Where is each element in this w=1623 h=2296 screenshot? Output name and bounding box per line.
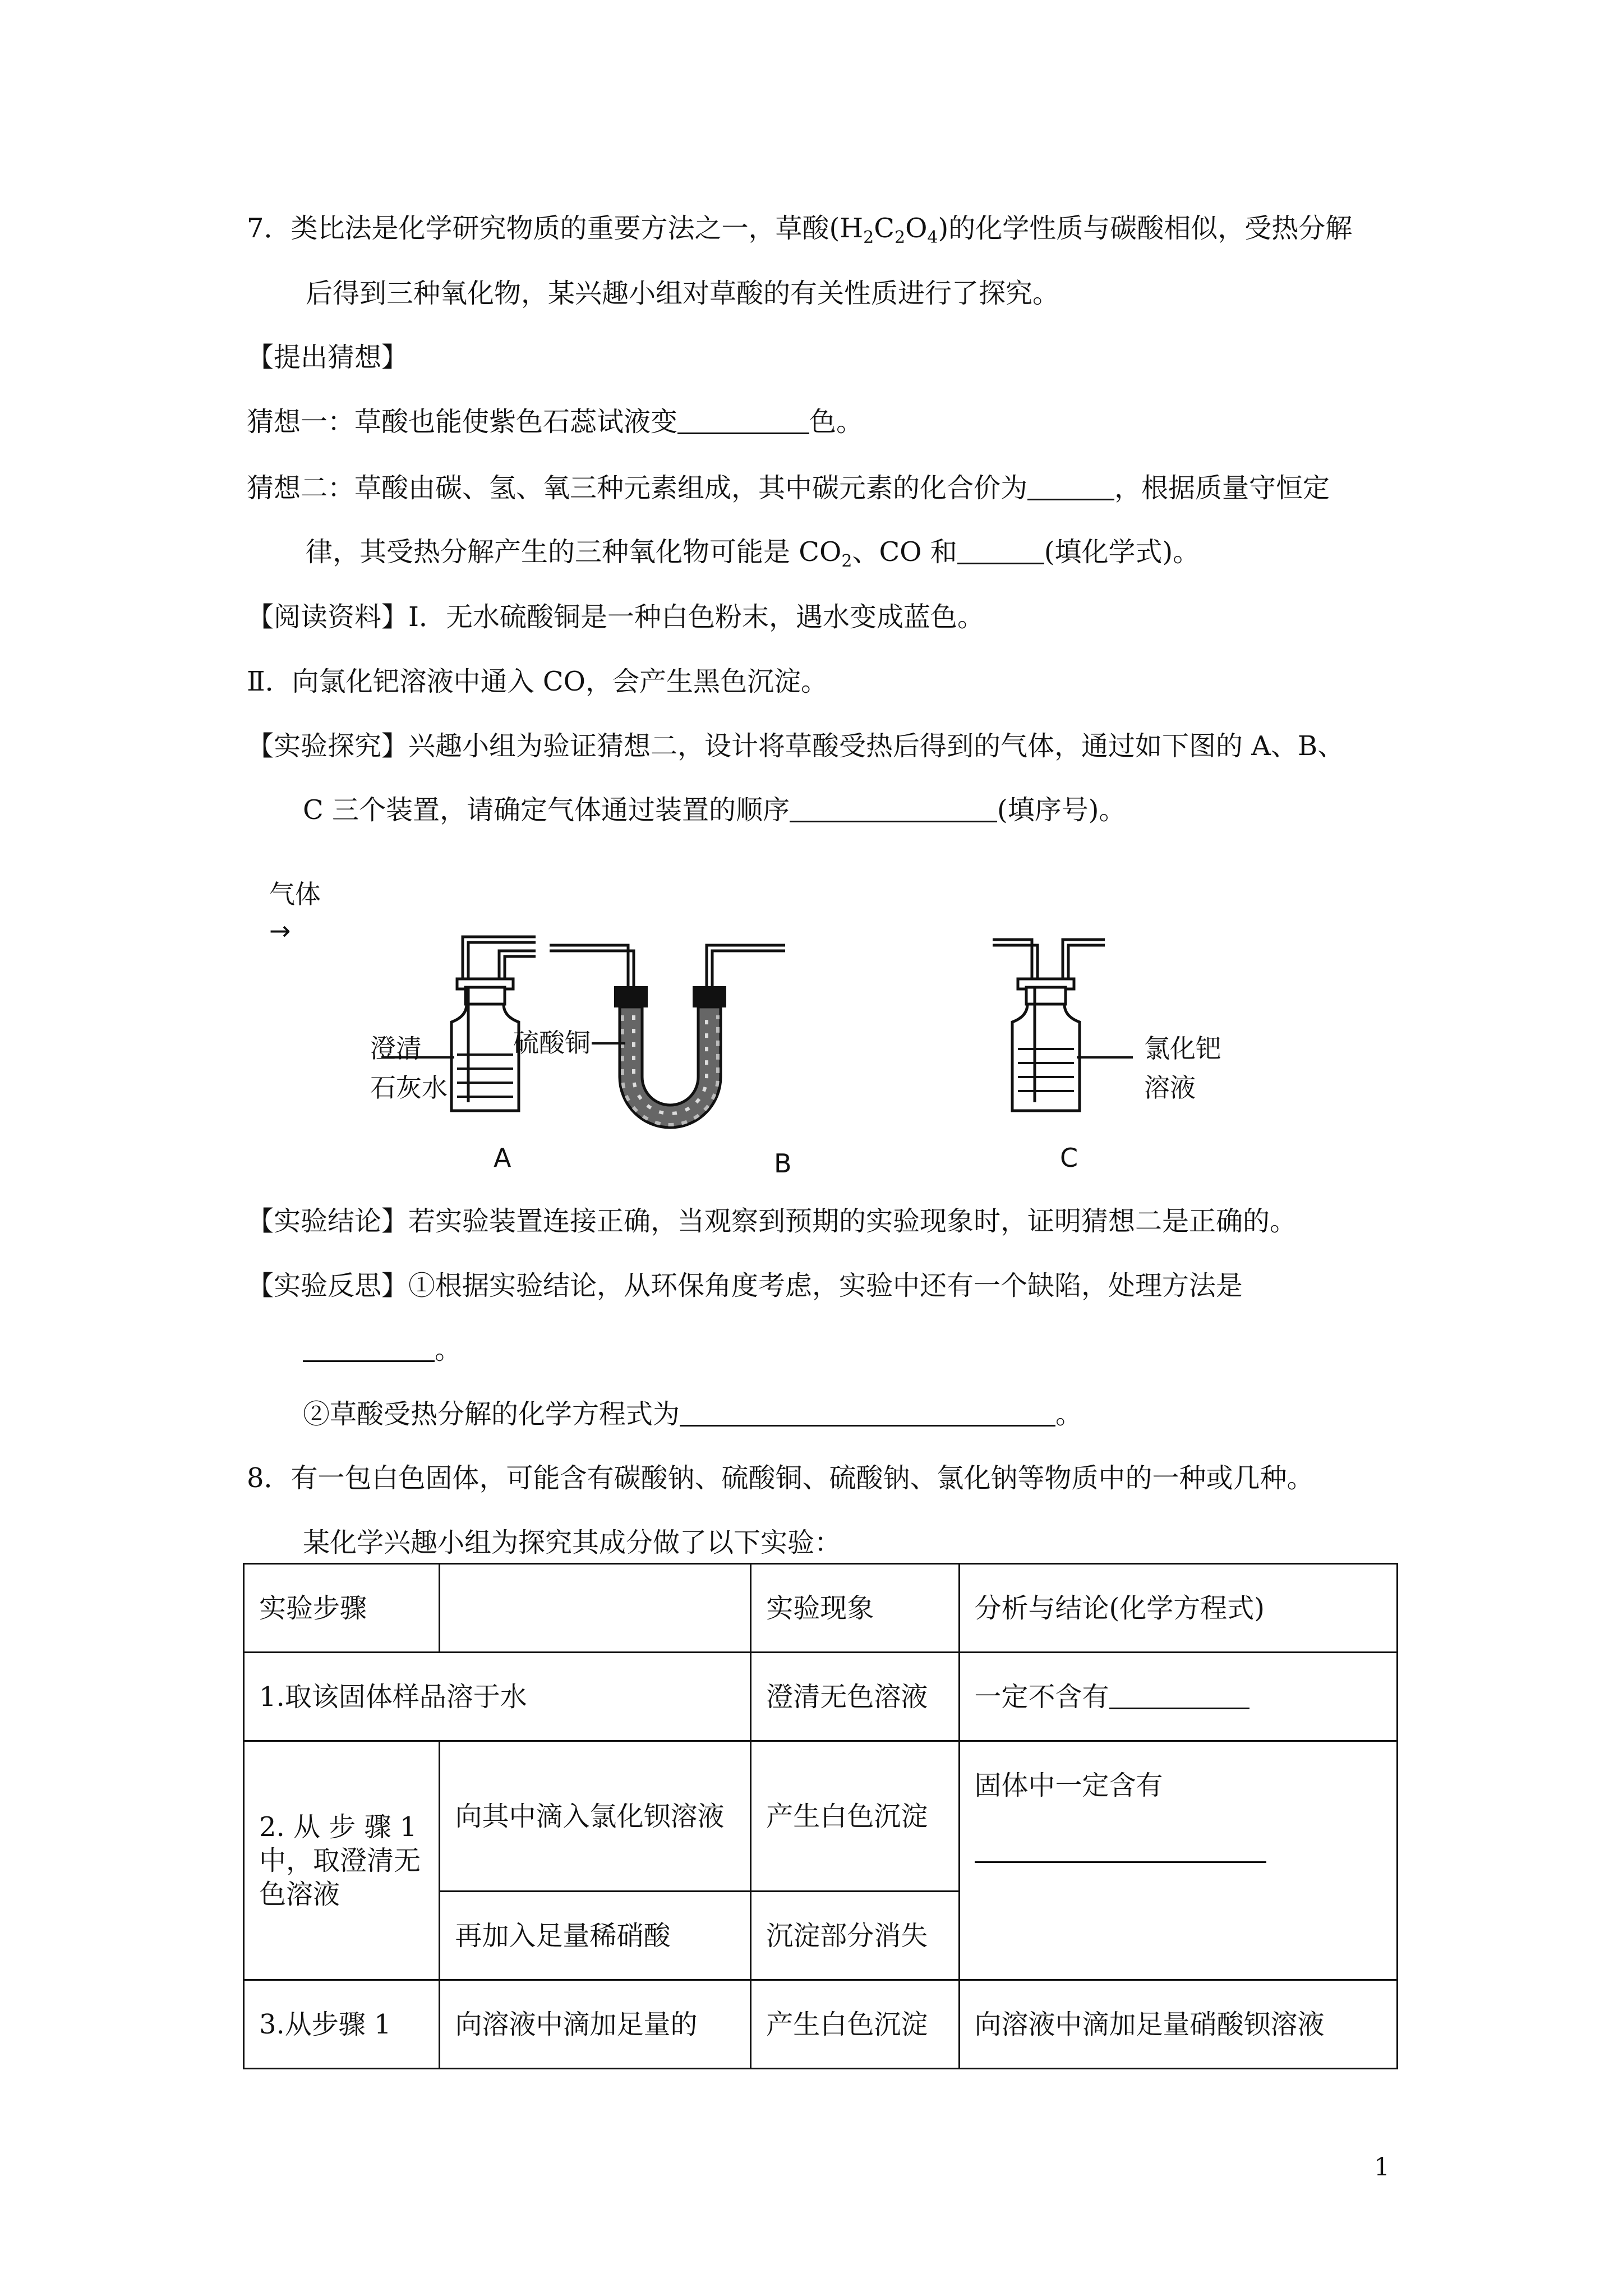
row1-analysis: 一定不含有 — [959, 1653, 1397, 1741]
header-phenomenon: 实验现象 — [751, 1564, 959, 1653]
q7-intro-line2: 后得到三种氧化物，某兴趣小组对草酸的有关性质进行了探究。 — [306, 278, 1060, 309]
label-copper-sulfate: 硫酸铜 — [513, 1028, 591, 1058]
answer-blank[interactable] — [790, 796, 997, 822]
row2a-operation: 向其中滴入氯化钡溶液 — [440, 1741, 751, 1892]
row2a-phenomenon: 产生白色沉淀 — [751, 1741, 959, 1892]
row3-operation: 向溶液中滴加足量的 — [440, 1980, 751, 2069]
reflect-line2: 。 — [303, 1333, 462, 1366]
table-row — [244, 1741, 1398, 1892]
explore-line2: C 三个装置，请确定气体通过装置的顺序 (填序号)。 — [303, 794, 1126, 826]
row3-step: 3.从步骤 1 — [244, 1980, 440, 2069]
row2-analysis: 固体中一定含有 — [959, 1741, 1397, 1980]
table-row — [244, 1564, 1398, 1653]
answer-blank[interactable] — [303, 1336, 435, 1362]
answer-blank[interactable] — [975, 1837, 1266, 1863]
page-number: 1 — [1374, 2153, 1390, 2182]
experiment-table — [243, 1563, 1398, 2069]
heading-guess: 【提出猜想】 — [247, 342, 409, 373]
label-palladium-2: 溶液 — [1144, 1073, 1196, 1103]
row3-phenomenon: 产生白色沉淀 — [751, 1980, 959, 2069]
apparatus-c — [993, 940, 1105, 1111]
row3-analysis: 向溶液中滴加足量硝酸钡溶液 — [959, 1980, 1397, 2069]
answer-blank[interactable] — [1109, 1683, 1249, 1709]
limewater-liquid — [457, 1055, 513, 1097]
header-analysis: 分析与结论(化学方程式) — [959, 1564, 1397, 1653]
question-number: 7． — [247, 213, 291, 244]
conclusion: 【实验结论】若实验装置连接正确，当观察到预期的实验现象时，证明猜想二是正确的。 — [247, 1205, 1297, 1237]
row2b-operation: 再加入足量稀硝酸 — [440, 1892, 751, 1980]
apparatus-a — [451, 937, 536, 1111]
answer-blank[interactable] — [680, 1400, 1055, 1427]
label-c: C — [1060, 1143, 1078, 1173]
header-step: 实验步骤 — [244, 1564, 440, 1653]
row1-phenomenon: 澄清无色溶液 — [751, 1653, 959, 1741]
header-blank — [440, 1564, 751, 1653]
row1-step: 1.取该固体样品溶于水 — [244, 1653, 751, 1741]
answer-blank[interactable] — [677, 408, 809, 434]
q8-line1: 8．有一包白色固体，可能含有碳酸钠、硫酸铜、硫酸钠、氯化钠等物质中的一种或几种。 — [247, 1462, 1314, 1494]
label-limewater-2: 石灰水 — [370, 1073, 448, 1103]
label-limewater-1: 澄清 — [370, 1033, 422, 1064]
palladium-chloride-liquid — [1018, 1049, 1074, 1091]
reading-material-2: Ⅱ．向氯化钯溶液中通入 CO，会产生黑色沉淀。 — [247, 666, 828, 697]
table-row — [244, 1653, 1398, 1741]
label-palladium-1: 氯化钯 — [1144, 1033, 1221, 1064]
label-b: B — [774, 1148, 792, 1179]
explore-line1: 【实验探究】兴趣小组为验证猜想二，设计将草酸受热后得到的气体，通过如下图的 A、B、 — [247, 730, 1345, 762]
label-a: A — [494, 1143, 511, 1173]
gas-label: 气体 — [269, 879, 321, 909]
guess-one: 猜想一：草酸也能使紫色石蕊试液变 色。 — [247, 406, 864, 438]
answer-blank[interactable] — [1027, 474, 1114, 500]
reflect-line3: ②草酸受热分解的化学方程式为 。 — [303, 1398, 1083, 1430]
apparatus-diagram — [264, 875, 1251, 1189]
gas-arrow: → — [269, 915, 291, 946]
guess-two-line2: 律，其受热分解产生的三种氧化物可能是 $CO_2$、CO 和 (填化学式)。 — [306, 536, 1200, 571]
row2b-phenomenon: 沉淀部分消失 — [751, 1892, 959, 1980]
answer-blank[interactable] — [957, 538, 1044, 564]
row2-step: 2. 从 步 骤 1 中，取澄清无色溶液 — [244, 1741, 440, 1980]
reflect-line1: 【实验反思】①根据实验结论，从环保角度考虑，实验中还有一个缺陷，处理方法是 — [247, 1270, 1243, 1301]
guess-two-line1: 猜想二：草酸由碳、氢、氧三种元素组成，其中碳元素的化合价为 ，根据质量守恒定 — [247, 472, 1330, 504]
reading-material-1: 【阅读资料】Ⅰ．无水硫酸铜是一种白色粉末，遇水变成蓝色。 — [247, 601, 984, 633]
q8-line2: 某化学兴趣小组为探究其成分做了以下实验： — [303, 1527, 842, 1558]
table-row — [244, 1980, 1398, 2069]
q7-intro-line1: 7．类比法是化学研究物质的重要方法之一，草酸$(H_2C_2O_4)$的化学性质与碳酸相似，受热分解 — [247, 213, 1353, 247]
